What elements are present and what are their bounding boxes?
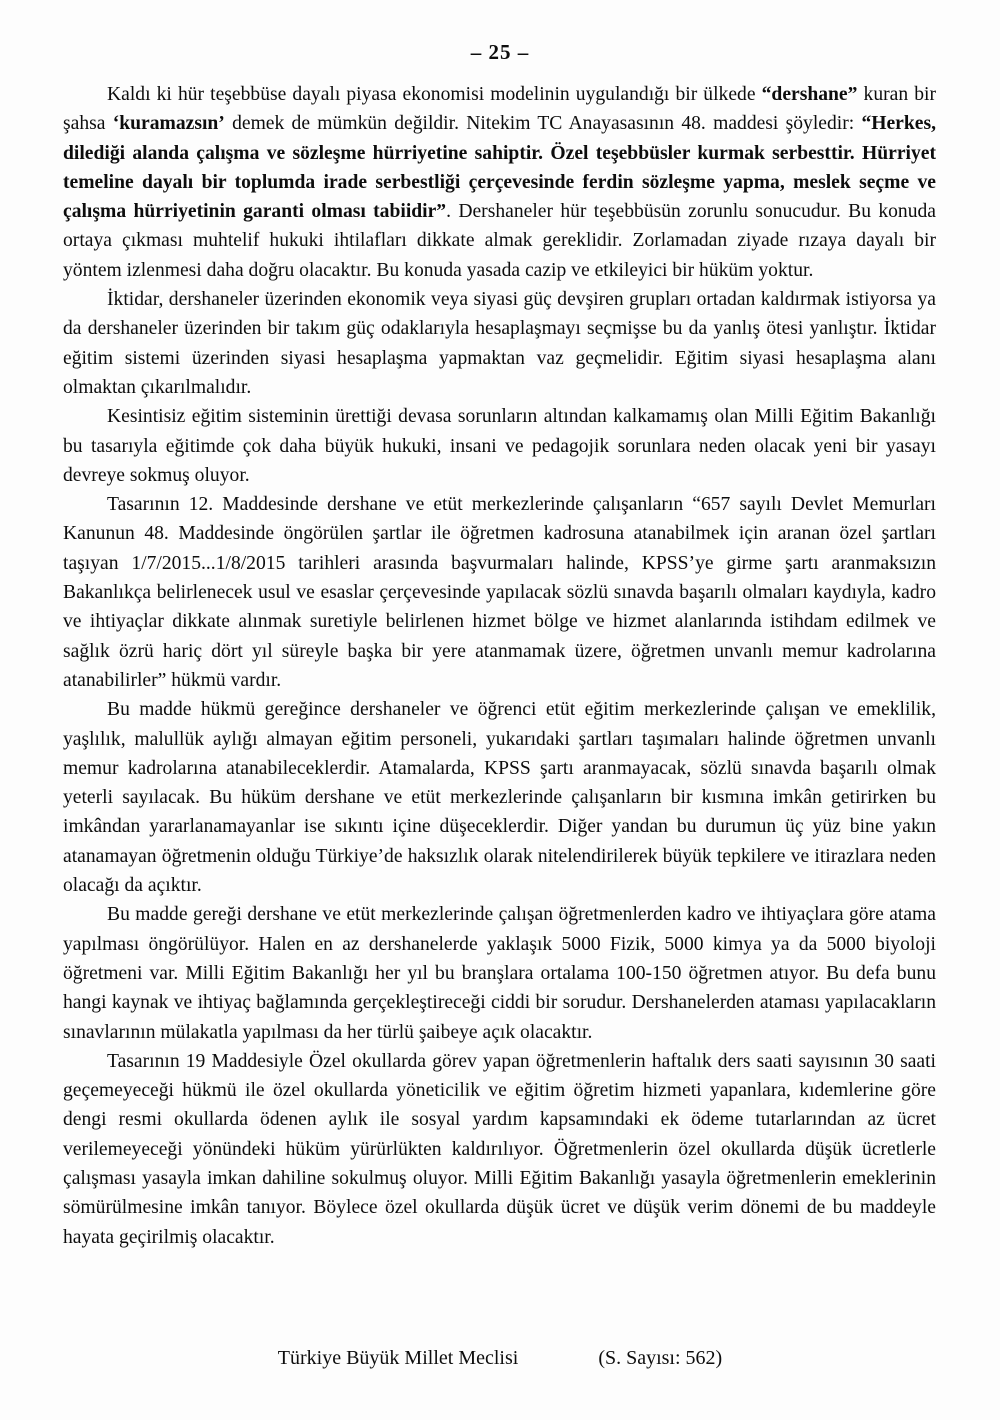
paragraph-1 (63, 80, 936, 285)
document-body (63, 80, 936, 1252)
paragraph-2: İktidar, dershaneler üzerinden ekonomik veya siyasi güç devşiren grupları ortadan kaldırmak istiyorsa ya da dershaneler üzerinden bir takım güç odaklarıyla hesaplaşmayı seçmişse bu da yanlış ötesi yanlıştır. İktidar eğitim sistemi üzerinden siyasi hesaplaşma yapmaktan vaz geçmelidir. Eğitim siyasi hesaplaşma alanı olmaktan çıkarılmalıdır. (63, 289, 936, 398)
paragraph-1-bold-dershane: “dershane” (761, 84, 858, 105)
paragraph-1-text: Kaldı ki hür teşebbüse dayalı piyasa ekonomisi modelinin uygulandığı bir ülkede (107, 84, 762, 105)
paragraph-6: Bu madde gereği dershane ve etüt merkezlerinde çalışan öğretmenlerden kadro ve ihtiyaçlara göre atama yapılması öngörülüyor. Halen en az dershanelerde yaklaşık 5000 Fizik, 5000 kimya ya da 5000 biyoloji öğretmeni var. Milli Eğitim Bakanlığı her yıl bu branşlara ortalama 100-150 öğretmen atıyor. Bu defa bunu hangi kaynak ve ihtiyaç bağlamında gerçekleştireceği ciddi bir sorudur. Dershanelerden ataması yapılacakların sınavlarının mülakatla yapılması da her türlü şaibeye açık olacaktır. (63, 904, 936, 1043)
paragraph-4: Tasarının 12. Maddesinde dershane ve etüt merkezlerinde çalışanların “657 sayılı Devlet Memurları Kanunun 48. Maddesinde öngörülen şartlar ile öğretmen kadrosuna atanabilmek için aranan özel şartları taşıyan 1/7/2015...1/8/2015 tarihleri arasında başvurmaları halinde, KPSS’ye girme şartı aranmaksızın Bakanlıkça belirlenecek usul ve esaslar çerçevesinde yapılacak sözlü sınavda başarılı olmaları kaydıyla, kadro ve ihtiyaçlar dikkate alınmak suretiyle belirlenen hizmet bölge ve hizmet alanlarında istihdam edilmek ve sağlık özrü hariç dört yıl süreyle başka bir yere atanmamak üzere, öğretmen unvanlı memur kadrolarına atanabilirler” hükmü vardır. (63, 494, 936, 691)
paragraph-5: Bu madde hükmü gereğince dershaneler ve öğrenci etüt eğitim merkezlerinde çalışan ve emeklilik, yaşlılık, malullük aylığı almayan eğitim personeli, yukarıdaki şartları taşımaları halinde öğretmen unvanlı memur kadrolarına atanabileceklerdir. Atamalarda, KPSS şartı aranmayacak, sözlü sınavda başarılı olmak yeterli sayılacak. Bu hüküm dershane ve etüt merkezlerinde çalışanların bir kısmına imkân getirirken bu imkândan yararlanamayanlar ise sıkıntı içine düşeceklerdir. Diğer yandan bu durumun üç yüz bine yakın atanamayan öğretmenin olduğu Türkiye’de haksızlık olarak nitelendirilerek büyük tepkilere ve itirazlara neden olacağı da açıktır. (63, 699, 936, 897)
page-number: – 25 – (470, 40, 530, 64)
page-footer (0, 1347, 1000, 1370)
paragraph-1-text: kuran bir şahsa (63, 84, 936, 135)
paragraph-7: Tasarının 19 Maddesiyle Özel okullarda görev yapan öğretmenlerin haftalık ders saati sayısının 30 saati geçemeyeceği hükmü ile özel okullarda yöneticilik ve eğitim öğretim hizmeti yapanlara, kıdemlerine göre dengi resmi okullarda ödenen aylık ile sosyal yardım kapsamındaki ek ödeme tutarlarından az ücret verilemeyeceği yönündeki hüküm yürürlükten kaldırılıyor. Öğretmenlerin özel okullarda düşük ücretlerle çalışması yasayla imkan dahiline sokulmuş oluyor. Milli Eğitim Bakanlığı yasayla öğretmenlerin emeklerinin sömürülmesine imkân tanıyor. Böylece özel okullarda düşük ücret ve düşük verim dönemi de bu maddeyle hayata geçirilmiş olacaktır. (63, 1050, 936, 1248)
paragraph-3: Kesintisiz eğitim sisteminin ürettiği devasa sorunların altından kalkamamış olan Milli Eğitim Bakanlığı bu tasarıyla eğitimde çok daha büyük hukuki, insani ve pedagojik sorunlara neden olacak yeni bir yasayı devreye sokmuş oluyor. (63, 406, 936, 486)
paragraph-1-text: . Dershaneler hür teşebbüsün zorunlu sonucudur. Bu konuda ortaya çıkması muhtelif hukuki ihtilafları dikkate almak gereklidir. Zorlamadan ziyade rızaya dayalı bir yöntem izlenmesi daha doğru olacaktır. Bu konuda yasada cazip ve etkileyici bir hüküm yoktur. (63, 201, 937, 281)
paragraph-1-text: demek de mümkün değildir. Nitekim TC Anayasasının 48. maddesi şöyledir: (224, 113, 862, 135)
paragraph-1-bold-constitution-quote: “Herkes, dilediği alanda çalışma ve sözleşme hürriyetine sahiptir. Özel teşebbüsler kurmak serbesttir. Hürriyet temeline dayalı bir toplumda irade serbestliği çerçevesinde ferdin sözleşme yapma, meslek seçme ve çalışma hürriyetinin garanti olması tabiidir” (63, 113, 937, 223)
paragraph-1-bold-kuramazsin: ‘kuramazsın’ (112, 113, 225, 135)
footer-serial-number: (S. Sayısı: 562) (598, 1347, 723, 1369)
footer-institution: Türkiye Büyük Millet Meclisi (277, 1347, 519, 1369)
